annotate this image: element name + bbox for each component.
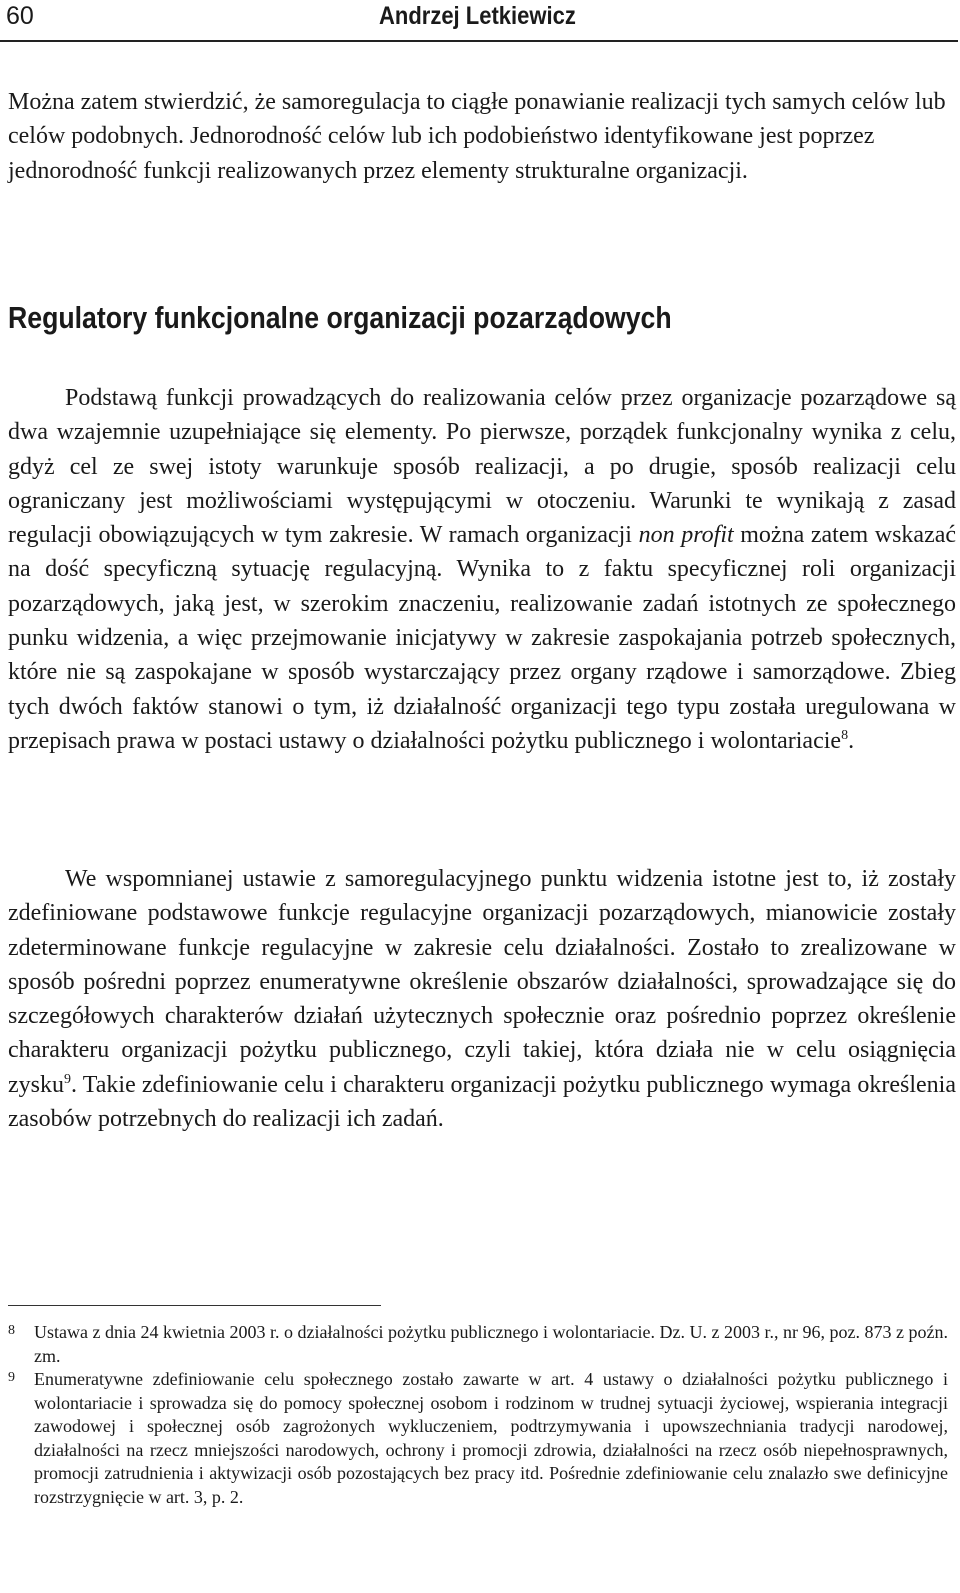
paragraph-text: We wspomnianej ustawie z samoregulacyjnego punktu widzenia istotne jest to, iż zostały zdefiniowane podstawowe funkcje regulacyjne organizacji pozarządowych, mianowicie zostały zdeterminowane funkcje regulacyjne w zakresie celu działalności. Zostało to zrealizowane w sposób pośredni poprzez enumeratywne określenie obszarów działalności, sprowadzające się do szczegółowych charakterów działań użytecznych społecznie oraz pośrednio poprzez określenie charakteru organizacji pożytku publicznego, czyli takiej, która działa nie w celu osiągnięcia zysku <box>8 866 956 1098</box>
footnote-reference-9[interactable]: 9 <box>64 1071 71 1087</box>
footnote-9 <box>8 1368 948 1510</box>
footnote-8 <box>8 1321 948 1368</box>
paragraph-text: . Takie zdefiniowanie celu i charakteru organizacji pożytku publicznego wymaga określenia zasobów potrzebnych do realizacji ich zadań. <box>8 1071 956 1133</box>
footnote-number: 9 <box>8 1370 15 1385</box>
intro-paragraph: Można zatem stwierdzić, że samoregulacja to ciągłe ponawianie realizacji tych samych celów lub celów podobnych. Jednorodność celów lub ich podobieństwo identyfikowane jest poprzez jednorodność funkcji realizowanych przez elementy strukturalne organizacji. <box>8 89 946 184</box>
footnote-text: Enumeratywne zdefiniowanie celu społecznego zostało zawarte w art. 4 ustawy o działalności pożytku publicznego i wolontariacie i sprowadza się do pomocy społecznej osobom i rodzinom w trudnej sytuacji życiowej, wspierania integracji zawodowej i społecznej osób zagrożonych wykluczeniem, podtrzymywania i upowszechniania tradycji narodowej, działalności na rzecz mniejszości narodowych, ochrony i promocji zdrowia, działalności na rzecz osób niepełnosprawnych, promocji zatrudnienia i aktywizacji osób pozostających bez pracy itd. Pośrednie zdefiniowanie celu znalazło swe definicyjne rozstrzygnięcie w art. 3, p. 2. <box>34 1369 948 1507</box>
running-header-author: Andrzej Letkiewicz <box>379 2 576 30</box>
page-number: 60 <box>6 2 34 30</box>
italic-term: non profit <box>638 522 734 549</box>
body-paragraph-1 <box>8 381 956 758</box>
footnote-text: Ustawa z dnia 24 kwietnia 2003 r. o działalności pożytku publicznego i wolontariacie. Dz. U. z 2003 r., nr 96, poz. 873 z poźn. zm. <box>34 1322 948 1366</box>
footnote-separator <box>8 1305 381 1306</box>
footnote-reference-8[interactable]: 8 <box>841 727 849 743</box>
footnote-number: 8 <box>8 1323 15 1338</box>
paragraph-text: Podstawą funkcji prowadzących do realizowania celów przez organizacje pozarządowe są dwa wzajemnie uzupełniające się elementy. Po pierwsze, porządek funkcjonalny wynika z celu, gdyż cel ze swej istoty warunkuje sposób realizacji, a po drugie, sposób realizacji celu ograniczany jest możliwościami występującymi w otoczeniu. Warunki te wynikają z zasad regulacji obowiązujących w tym zakresie. W ramach organizacji <box>8 385 956 549</box>
section-heading: Regulatory funkcjonalne organizacji pozarządowych <box>8 300 672 335</box>
running-header <box>0 0 958 42</box>
paragraph-text: można zatem wskazać na dość specyficzną sytuację regulacyjną. Wynika to z faktu specyficznej roli organizacji pozarządowych, jaką jest, w szerokim znaczeniu, realizowanie zadań istotnych ze społecznego punku widzenia, a więc przejmowanie inicjatywy w zakresie zaspokajania potrzeb społecznych, które nie są zaspokajane w sposób wystarczający przez organy rządowe i samorządowe. Zbieg tych dwóch faktów stanowi o tym, iż działalność organizacji tego typu została uregulowana w przepisach prawa w postaci ustawy o działalności pożytku publicznego i wolontariacie <box>8 522 957 754</box>
sentence-end: . <box>848 727 855 754</box>
body-paragraph-2 <box>8 862 956 1136</box>
